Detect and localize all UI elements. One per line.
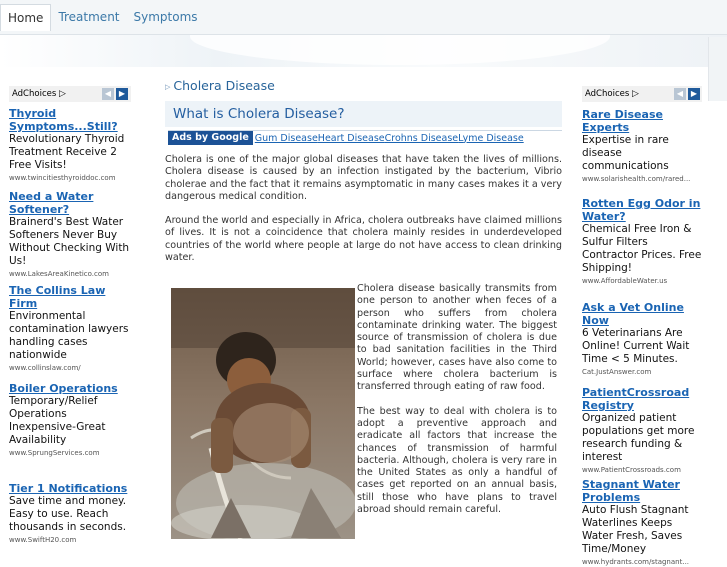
ad-url[interactable]: Cat.JustAnswer.com bbox=[582, 368, 652, 376]
page-title: What is Cholera Disease? bbox=[165, 101, 562, 127]
breadcrumb-arrow-icon: ▷ bbox=[165, 82, 171, 91]
ad-url[interactable]: www.SprungServices.com bbox=[9, 449, 100, 457]
ad-item[interactable] bbox=[9, 284, 131, 373]
adchoices-label[interactable]: AdChoices bbox=[585, 89, 630, 99]
ad-title[interactable]: Stagnant Water Problems bbox=[582, 478, 680, 504]
nav-home[interactable]: Home bbox=[0, 4, 51, 31]
ad-title[interactable]: Tier 1 Notifications bbox=[9, 482, 128, 495]
ad-url[interactable]: www.solarishealth.com/rared... bbox=[582, 175, 691, 183]
ad-item[interactable] bbox=[9, 482, 131, 545]
article-paragraph: The best way to deal with cholera is to adopt a preventive approach and eradicate all factors that increase the chances of transmission of harmful bacteria. Although, cholera is very rare in the United States as only a handful of cases get reported on an annual basis, still those who have plans to travel abroad should remain careful. bbox=[357, 405, 557, 516]
prev-ad-icon[interactable]: ◀ bbox=[674, 88, 686, 100]
main-content bbox=[165, 78, 562, 516]
right-ad-column bbox=[582, 86, 702, 567]
article-side-text bbox=[357, 283, 557, 528]
header-banner bbox=[0, 35, 727, 67]
ad-description: Organized patient populations get more research funding & interest bbox=[582, 412, 695, 463]
ad-title[interactable]: Rare Disease Experts bbox=[582, 108, 663, 134]
child-drinking-water-photo bbox=[171, 288, 355, 539]
ad-description: Chemical Free Iron & Sulfur Filters Contractor Prices. Free Shipping! bbox=[582, 223, 702, 274]
banner-decoration bbox=[190, 35, 610, 65]
article-photo bbox=[171, 288, 355, 539]
adchoices-icon[interactable]: ▷ bbox=[58, 89, 66, 99]
ad-title[interactable]: Boiler Operations bbox=[9, 382, 118, 395]
nav-treatment[interactable]: Treatment bbox=[58, 10, 120, 24]
ad-item[interactable] bbox=[582, 108, 702, 184]
banner-side-box bbox=[708, 37, 727, 101]
ad-title[interactable]: Ask a Vet Online Now bbox=[582, 301, 684, 327]
ad-description: Save time and money. Easy to use. Reach thousands in seconds. bbox=[9, 495, 127, 533]
adchoices-icon[interactable]: ▷ bbox=[631, 89, 639, 99]
ad-link[interactable]: Crohns Disease bbox=[384, 132, 459, 144]
ad-url[interactable]: www.twincitiesthyroiddoc.com bbox=[9, 174, 116, 182]
ad-url[interactable]: www.PatientCrossroads.com bbox=[582, 466, 681, 474]
ad-url[interactable]: www.LakesAreaKinetico.com bbox=[9, 270, 109, 278]
ad-item[interactable] bbox=[9, 382, 131, 458]
ad-item[interactable] bbox=[582, 386, 702, 475]
ad-link[interactable]: Gum Disease bbox=[254, 132, 318, 144]
adchoices-header bbox=[9, 86, 131, 102]
ad-description: 6 Veterinarians Are Online! Current Wait Time < 5 Minutes. bbox=[582, 327, 690, 365]
ad-item[interactable] bbox=[582, 478, 702, 567]
adchoices-header bbox=[582, 86, 702, 102]
ad-title[interactable]: Rotten Egg Odor in Water? bbox=[582, 197, 701, 223]
breadcrumb-label[interactable]: Cholera Disease bbox=[173, 78, 275, 93]
article-paragraph: Cholera is one of the major global diseases that have taken the lives of millions. Cholera disease is caused by an infection instigated by the bacterium, Vibrio cholerae and the fact that it remains asymptomatic in many cases makes it a very dangerous medical condition. bbox=[165, 154, 562, 202]
ad-item[interactable] bbox=[582, 197, 702, 286]
main-nav bbox=[0, 4, 205, 31]
ad-url[interactable]: www.collinslaw.com/ bbox=[9, 364, 81, 372]
ad-links-bar bbox=[168, 130, 562, 145]
ad-item[interactable] bbox=[9, 190, 131, 279]
ad-title[interactable]: The Collins Law Firm bbox=[9, 284, 106, 310]
prev-ad-icon[interactable]: ◀ bbox=[102, 88, 114, 100]
top-nav-bar bbox=[0, 0, 727, 35]
article-paragraph: Around the world and especially in Africa, cholera outbreaks have claimed millions of lives. It is not a coincidence that cholera mainly resides in underdeveloped countries of the world where people at large do not have access to clean drinking water. bbox=[165, 215, 562, 264]
ad-title[interactable]: Need a Water Softener? bbox=[9, 190, 94, 216]
next-ad-icon[interactable]: ▶ bbox=[116, 88, 128, 100]
adchoices-label[interactable]: AdChoices bbox=[12, 89, 57, 99]
nav-symptoms[interactable]: Symptoms bbox=[133, 10, 198, 24]
ad-url[interactable]: www.AffordableWater.us bbox=[582, 277, 668, 285]
ad-item[interactable] bbox=[582, 301, 702, 377]
ad-description: Auto Flush Stagnant Waterlines Keeps Water Fresh, Saves Time/Money bbox=[582, 504, 689, 555]
ad-url[interactable]: www.SwiftH20.com bbox=[9, 536, 77, 544]
article-paragraph: Cholera disease basically transmits from one person to another when feces of a person who suffers from cholera contaminate drinking water. The biggest source of transmission of cholera is due to bad sanitation facilities in the Third World; however, cases have also come to surface where cholera bacterium is transferred through eating of raw food. bbox=[357, 283, 557, 393]
breadcrumb bbox=[165, 78, 562, 93]
ad-item[interactable] bbox=[9, 107, 131, 183]
ad-link[interactable]: Lyme Disease bbox=[458, 132, 524, 144]
ad-description: Revolutionary Thyroid Treatment Receive 2 Free Visits! bbox=[9, 133, 125, 171]
ad-description: Expertise in rare disease communications bbox=[582, 134, 669, 172]
ad-description: Environmental contamination lawyers handling cases nationwide bbox=[9, 310, 129, 361]
next-ad-icon[interactable]: ▶ bbox=[688, 88, 700, 100]
ad-title[interactable]: Thyroid Symptoms...Still? bbox=[9, 107, 118, 133]
ad-url[interactable]: www.hydrants.com/stagnant... bbox=[582, 558, 690, 566]
ad-link[interactable]: Heart Disease bbox=[317, 132, 385, 144]
left-ad-column bbox=[9, 86, 131, 545]
ads-by-google-label[interactable]: Ads by Google bbox=[168, 131, 253, 145]
ad-description: Temporary/Relief Operations Inexpensive-Great Availability bbox=[9, 395, 106, 446]
ad-description: Brainerd's Best Water Softeners Never Buy Without Checking With Us! bbox=[9, 216, 130, 267]
ad-title[interactable]: PatientCrossroad Registry bbox=[582, 386, 690, 412]
